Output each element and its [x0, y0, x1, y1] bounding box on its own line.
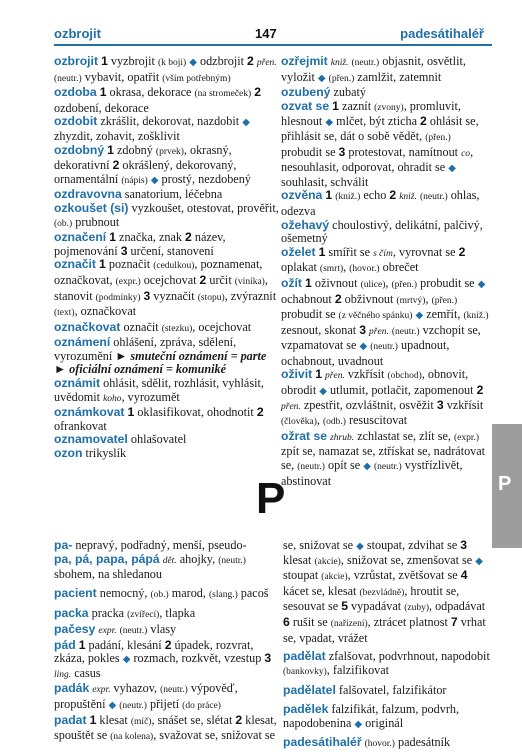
antonym-diamond-icon: ◆	[359, 341, 368, 353]
entry-oznamkovat: oznámkovat 1 oklasifikovat, ohodnotit 2 ofrankovat	[54, 405, 264, 433]
antonym-diamond-icon: ◆	[108, 699, 117, 711]
entry-papa: pa, pá, papa, pápá dět. ahojky, (neutr.) sbohem, na shledanou	[54, 551, 246, 582]
column-bottom-left	[54, 539, 282, 745]
entry-padelat: padělat zfalšovat, podvrhnout, napodobit (bankovky), falzifikovat	[283, 649, 490, 677]
antonym-diamond-icon: ◆	[356, 541, 364, 552]
page-header	[0, 0, 522, 46]
entry-padat-continued: se, snižovat se ◆ stoupat, zdvihat se 3 klesat (akcie), snižovat se, zmenšovat se ◆ stoupat (akcie), vzrůstat, zvětšovat se 4 kácet se, klesat (bezvládně), hroutit se, sesouvat se 5 vypadávat (zuby), odpadávat 6 rušit se (nařízení), ztrácet platnost 7 vrhat se, vpadat, vrážet	[283, 538, 486, 645]
entry-oznameni: oznámení ohlášení, zpráva, sdělení, vyrozumění ► smuteční oznámení = parte ► oficiální oznámení = komuniké	[54, 335, 267, 377]
antonym-diamond-icon: ◆	[242, 117, 250, 129]
entry-ozvena: ozvěna 1 (kniž.) echo 2 kniž. (neutr.) ohlas, odezva	[281, 188, 480, 218]
antonym-diamond-icon: ◆	[319, 386, 327, 398]
antonym-diamond-icon: ◆	[325, 117, 334, 129]
entry-oznamovatel: oznamovatel ohlašovatel	[54, 432, 187, 447]
antonym-diamond-icon: ◆	[189, 57, 197, 68]
antonym-diamond-icon: ◆	[122, 654, 131, 666]
entry-ozit: ožít 1 oživnout (ulice), (přen.) probudit se ◆ ochabnout 2 obživnout (mrtvý), (přen.) probudit se (z věčného spánku) ◆ zemřít, (kniž.) zesnout, skonat 3 přen. (neutr.) vzchopit se, vzpamatovat se ◆ (neutr.) upadnout, ochabnout, uvadnout	[281, 275, 489, 368]
thumb-index-tab: P	[492, 424, 522, 548]
entry-oznaceni: označení 1 značka, znak 2 název, pojmenování 3 určení, stanovení	[54, 230, 226, 258]
entry-ozon: ozon trikyslík	[54, 446, 127, 461]
entry-ozdravovna: ozdravovna sanatorium, léčebna	[54, 187, 223, 202]
entry-ozehavy: ožehavý choulostivý, delikátní, palčivý, ošemetný	[281, 217, 483, 246]
right-guide-word: padesátihaléř	[400, 26, 484, 41]
entry-ozbrojit: ozbrojit 1 vyzbrojit (k boji) ◆ odzbrojit 2 přen. (neutr.) vybavit, opatřit (vším potřebným)	[54, 54, 277, 84]
entry-padak: padák expr. vyhazov, (neutr.) výpověď, propuštění ◆ (neutr.) přijetí (do práce)	[54, 681, 238, 711]
entry-oznackovat: označkovat označit (stezku), ocejchovat	[54, 319, 252, 334]
antonym-diamond-icon: ◆	[475, 555, 483, 567]
entry-ozubeny: ozubený zubatý	[281, 85, 366, 100]
entry-oznacit: označit 1 poznačit (cedulkou), poznamenat, označkovat, (expr.) ocejchovat 2 určit (viníka), stanovit (podmínky) 3 vyznačit (stopu), zvýraznit (text), označkovat	[54, 257, 277, 319]
section-letter: P	[256, 474, 286, 523]
entry-ozkouset: ozkoušet (si) vyzkoušet, otestovat, prověřit, (ob.) prubnout	[54, 200, 279, 229]
entry-padelatel: padělatel falšovatel, falzifikátor	[283, 683, 447, 698]
entry-packa: packa pracka (zvířecí), tlapka	[54, 606, 196, 621]
antonym-diamond-icon: ◆	[477, 278, 486, 290]
entry-ozdoba: ozdoba 1 okrasa, dekorace (na stromeček) 2 ozdobení, dekorace	[54, 85, 262, 115]
entry-ozrat: ožrat se zhrub. zchlastat se, zlít se, (expr.) zpít se, namazat se, ztřískat se, nadrátovat se, (neutr.) opít se ◆ (neutr.) vystřízlivět, abstinovat	[281, 428, 486, 488]
entry-pacient: pacient nemocný, (ob.) marod, (slang.) pacoš	[54, 585, 269, 600]
column-top-left	[54, 55, 280, 461]
antonym-diamond-icon: ◆	[150, 174, 159, 186]
entry-ozdobit: ozdobit zkrášlit, dekorovat, nazdobit ◆ zhyzdit, zohavit, zošklivit	[54, 114, 250, 143]
page-number: 147	[255, 26, 277, 41]
antonym-diamond-icon: ◆	[317, 72, 326, 84]
header-rule	[54, 44, 492, 46]
entry-ozrejmit: ozřejmit kniž. (neutr.) objasnit, osvětlit, vyložit ◆ (přen.) zamlžit, zatemnit	[281, 54, 466, 84]
entry-ozivit: oživit 1 přen. vzkřísit (obchod), obnovit, obrodit ◆ utlumit, potlačit, zapomenout 2 přen. zpestřit, ozvláštnit, osvěžit 3 vzkřísit (člověka), (odb.) resuscitovat	[281, 367, 484, 428]
entry-padelek: padělek falzifikát, falzum, podvrh, napodobenina ◆ originál	[283, 701, 460, 730]
entry-pacesy: pačesy expr. (neutr.) vlasy	[54, 621, 177, 636]
entry-ozvat: ozvat se 1 zaznít (zvony), promluvit, hlesnout ◆ mlčet, být zticha 2 ohlásit se, přihlásit se, dát o sobě vědět, (přen.) probudit se 3 protestovat, namítnout co, nesouhlasit, odporovat, ohradit se ◆ souhlasit, schválit	[281, 98, 479, 189]
antonym-diamond-icon: ◆	[415, 310, 424, 322]
entry-oznamit: oznámit ohlásit, sdělit, rozhlásit, vyhlásit, uvědomit koho, vyrozumět	[54, 376, 264, 404]
entry-ozdobny: ozdobný 1 zdobný (prvek), okrasný, dekorativní 2 okrášlený, dekorovaný, ornamentální (nápis) ◆ prostý, nezdobený	[54, 142, 251, 186]
entry-ozelet: oželet 1 smířit se s čím, vyrovnat se 2 oplakat (smrt), (hovor.) obrečet	[281, 244, 466, 275]
antonym-diamond-icon: ◆	[448, 163, 456, 175]
entry-pa: pa- nepravý, podřadný, menší, pseudo-	[54, 538, 247, 552]
antonym-diamond-icon: ◆	[363, 461, 371, 473]
entry-padat: padat 1 klesat (míč), snášet se, slétat 2 klesat, spouštět se (na kolena), svažovat se, snižovat se	[54, 712, 277, 743]
entry-pad: pád 1 padání, klesání 2 úpadek, rozvrat, zkáza, pokles ◆ rozmach, rozkvět, vzestup 3 ling. casus	[54, 637, 272, 680]
antonym-diamond-icon: ◆	[354, 718, 363, 730]
left-guide-word: ozbrojit	[54, 26, 101, 41]
entry-padesatihaler: padesátihaléř (hovor.) padesátník	[283, 735, 451, 750]
column-bottom-right	[283, 539, 493, 752]
column-top-right	[281, 55, 495, 488]
